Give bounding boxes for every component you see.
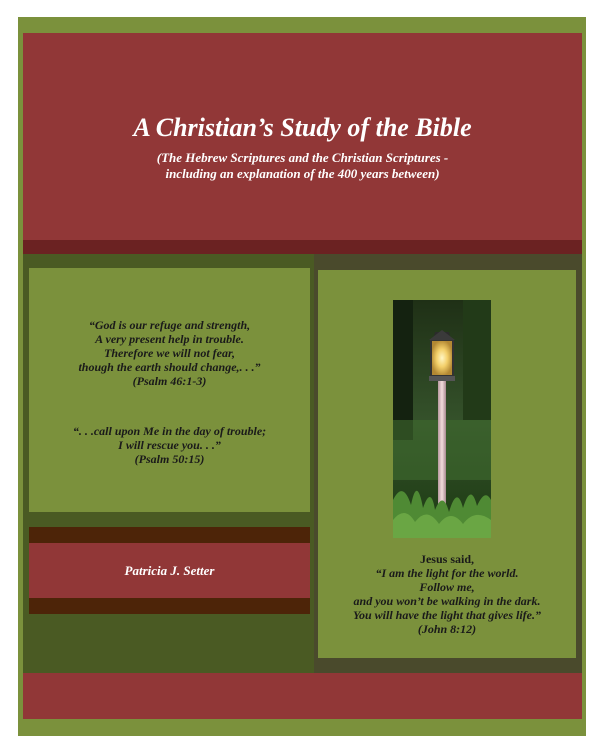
footer-banner	[23, 673, 582, 719]
quote-line: “God is our refuge and strength,	[88, 318, 251, 332]
page-title: A Christian’s Study of the Bible	[133, 113, 472, 142]
quote-line: Therefore we will not fear,	[104, 346, 235, 360]
quote-line: “. . .call upon Me in the day of trouble;	[72, 424, 267, 438]
subtitle-line-2: including an explanation of the 400 years between)	[165, 166, 440, 181]
author-name: Patricia J. Setter	[124, 563, 215, 578]
author-band-bottom	[29, 598, 310, 614]
psalm-46-quote	[29, 318, 310, 388]
page-subtitle	[23, 150, 582, 182]
quote-line: though the earth should change,. . .”	[78, 360, 261, 374]
quote-reference: (Psalm 50:15)	[134, 452, 205, 466]
john-8-quote	[318, 552, 576, 636]
quote-reference: (Psalm 46:1-3)	[132, 374, 207, 388]
quote-line: You will have the light that gives life.”	[352, 608, 541, 622]
quote-line: A very present help in trouble.	[95, 332, 244, 346]
psalm-50-quote	[29, 424, 310, 466]
header-band	[23, 240, 582, 254]
lamp-post-photo	[393, 300, 491, 538]
quote-line: I will rescue you. . .”	[118, 438, 221, 452]
quote-intro: Jesus said,	[419, 552, 475, 566]
quote-reference: (John 8:12)	[417, 622, 477, 636]
subtitle-line-1: (The Hebrew Scriptures and the Christian Scriptures -	[156, 150, 449, 165]
quote-line: and you won’t be walking in the dark.	[353, 594, 541, 608]
quote-line: “I am the light for the world.	[375, 566, 519, 580]
psalms-panel	[29, 268, 310, 512]
author-band-top	[29, 527, 310, 543]
quote-line: Follow me,	[419, 580, 475, 594]
